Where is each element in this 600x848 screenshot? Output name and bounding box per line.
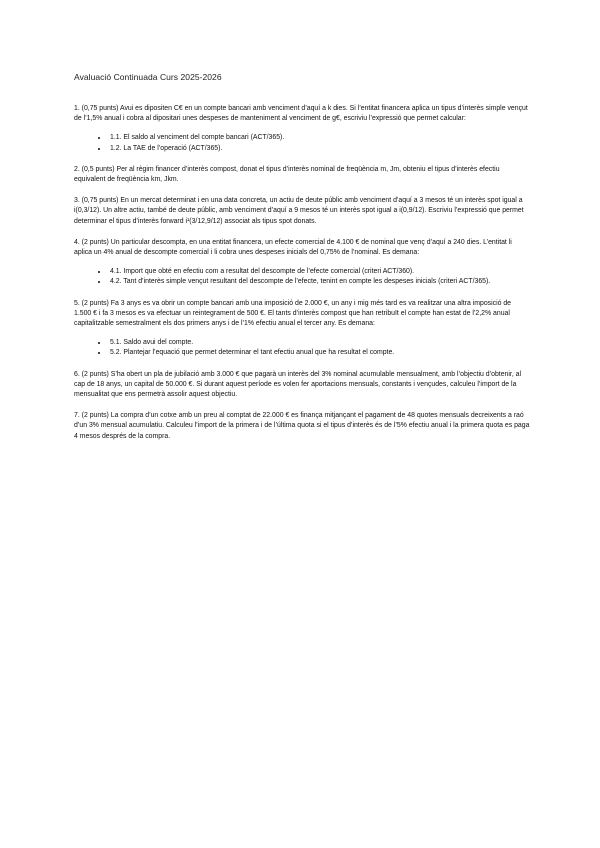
question-7: 7. (2 punts) La compra d’un cotxe amb un preu al comptat de 22.000 € es finança mitjançant el pagament de 48 quotes mensuals decreixents a raó d’un 3% mensual acumulatiu. Calculeu l’import de la primera i de l’última quota si el tipus d’interès és de l’5% efectiu anual i la primera quota es paga 4 mesos després de la compra. [74,412,530,440]
question-3: 3. (0,75 punts) En un mercat determinat i en una data concreta, un actiu de deute públic amb venciment d’aquí a 3 mesos té un interès spot igual a i(0,3/12). Un altre actiu, també de deute públic, amb venciment d’aquí a 9 mesos té un interès spot igual a i(0,9/12). Escriviu l’expressió que permet determinar el tipus d’interès forward i¹(3/12,9/12) associat als tipus spot donats. [74,197,524,225]
question-4-subitems [74,267,530,287]
question-2: 2. (0,5 punts) Per al règim financer d’interès compost, donat el tipus d’interès nominal de freqüència m, Jm, obteniu el tipus d’interès efectiu equivalent de freqüència km, Jkm. [74,165,500,184]
subitem-5-1: • 5.1. Saldo avui del compte. [108,338,530,348]
document-title: Avaluació Continuada Curs 2025-2026 [74,72,222,82]
question-6: 6. (2 punts) S’ha obert un pla de jubilació amb 3.000 € que pagarà un interès del 3% nominal acumulable mensualment, amb l’objectiu d’obtenir, al cap de 18 anys, un capital de 50.000 €. Si durant aquest període es volen fer aportacions mensuals, constants i vençudes, calculeu l’import de la mensualitat que ens permetrà assolir aquest objectiu. [74,370,522,399]
subitem-5-2: • 5.2. Plantejar l’equació que permet determinar el tant efectiu anual que ha resultat el compte. [108,348,530,358]
subitem-1-2: • 1.2. La TAE de l’operació (ACT/365). [108,144,530,154]
question-5: 5. (2 punts) Fa 3 anys es va obrir un compte bancari amb una imposició de 2.000 €, un any i mig més tard es va realitzar una altra imposició de 1.500 € i fa 3 mesos es va efectuar un reintegrament de 500 €. El tants d’interès compost que han retribuït el compte han estat de l’2,2% anual capitalitzable semestralment els dos primers anys i de l’1% efectiu anual el tercer any. Es demana: [74,299,512,328]
subitem-4-2: • 4.2. Tant d’interès simple vençut resultant del descompte de l’efecte, tenint en compte les despeses inicials (criteri ACT/365). [108,277,530,287]
question-4: 4. (2 punts) Un particular descompta, en una entitat financera, un efecte comercial de 4.100 € de nominal que venç d’aquí a 240 dies. L’entitat li aplica un 4% anual de descompte comercial i li cobra unes despeses inicials del 0,75% de l’nominal. Es demana: [74,238,512,257]
subitem-1-1: • 1.1. El saldo al venciment del compte bancari (ACT/365). [108,133,530,143]
question-1: 1. (0,75 punts) Avui es dipositen C€ en un compte bancari amb venciment d’aquí a k dies. Si l’entitat financera aplica un tipus d’interès simple vençut de l’1,5% anual i cobra al dipositari unes despeses de manteniment al venciment de g€, escriviu l’expressió que permet calcular: [74,105,528,123]
question-1-subitems [74,133,530,153]
question-5-subitems [74,338,530,358]
subitem-4-1: • 4.1. Import que obté en efectiu com a resultat del descompte de l’efecte comercial (criteri ACT/360). [108,267,530,277]
questions-list [74,104,530,453]
